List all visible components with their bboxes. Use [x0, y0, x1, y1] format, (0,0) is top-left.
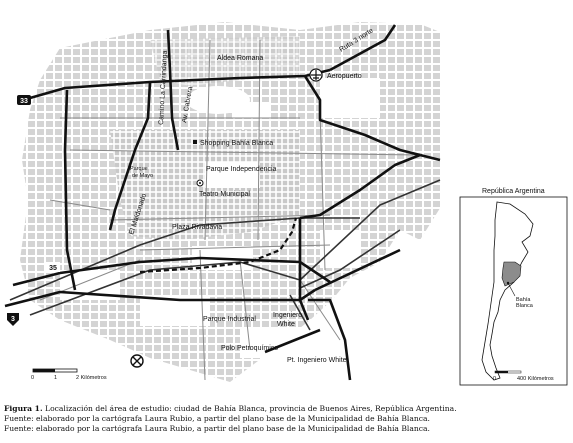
label-parque-industrial: Parque Industrial [203, 316, 256, 323]
label-parque-independencia: Parque Independencia [206, 166, 277, 173]
svg-text:3: 3 [11, 316, 15, 323]
label-el-maldonado: El Maldonado [128, 192, 149, 236]
inset-map [460, 188, 567, 385]
label-polo-petroquimico: Polo Petroquímico [221, 345, 279, 352]
label-aeropuerto: Aeropuerto [327, 73, 362, 80]
label-parque-de-mayo-2: de Mayo [132, 173, 154, 179]
label-camino-carrindanga: Camino La Carrindanga [158, 50, 169, 126]
airport-icon [310, 69, 322, 81]
label-pt-ingeniero-white: Pt. Ingeniero White [287, 357, 347, 364]
label-aldea-romana: Aldea Romana [217, 55, 264, 62]
label-teatro-municipal: Teatro Municipal [199, 191, 250, 198]
figure-caption [4, 404, 570, 413]
label-plaza-rivadavia: Plaza Rivadavia [172, 224, 223, 231]
scale-tick-2: 2 Kilómetros [76, 375, 107, 381]
scale-tick-0: 0 [31, 375, 35, 381]
label-ingeniero-white-1: Ingeniero [273, 312, 303, 319]
svg-text:35: 35 [49, 265, 57, 272]
label-shopping: Shopping Bahía Blanca [200, 140, 274, 147]
route-shield-33 [17, 95, 31, 105]
inset-marker-label-1: Bahía [516, 297, 531, 303]
inset-marker-label-2: Blanca [516, 303, 533, 309]
scale-tick-1: 1 [54, 375, 58, 381]
route-shield-35 [46, 262, 60, 272]
svg-text:33: 33 [20, 98, 28, 105]
inset-scale-tick-0: 0 [493, 376, 497, 382]
teatro-marker-icon [197, 180, 203, 186]
north-symbol-icon [131, 355, 143, 367]
inset-scale-tick-1: 400 Kilómetros [517, 376, 554, 382]
scale-bar [31, 369, 107, 381]
figure-label: Figura 1. [4, 404, 43, 413]
inset-title: República Argentina [482, 188, 545, 195]
shopping-marker-icon [193, 140, 197, 144]
figure-text: Localización del área de estudio: ciudad de Bahía Blanca, provincia de Buenos Aires, República Argentina. [42, 404, 457, 413]
urban-blocks [20, 22, 442, 382]
label-parque-de-mayo-1: Parque [130, 166, 148, 172]
source-line-1: Fuente: elaborado por la cartógrafa Laura Rubio, a partir del plano base de la Municipalidad de Bahía Blanca. [4, 414, 430, 423]
label-ruta-3-norte: Ruta 3 norte [338, 27, 375, 54]
label-ingeniero-white-2: White [277, 321, 295, 328]
route-shield-3 [7, 313, 19, 326]
label-av-cabrera: Av. Cabrera [181, 85, 195, 124]
source-line-2: Fuente: elaborado por la cartógrafa Laura Rubio, a partir del plano base de la Municipalidad de Bahía Blanca. [4, 424, 430, 433]
